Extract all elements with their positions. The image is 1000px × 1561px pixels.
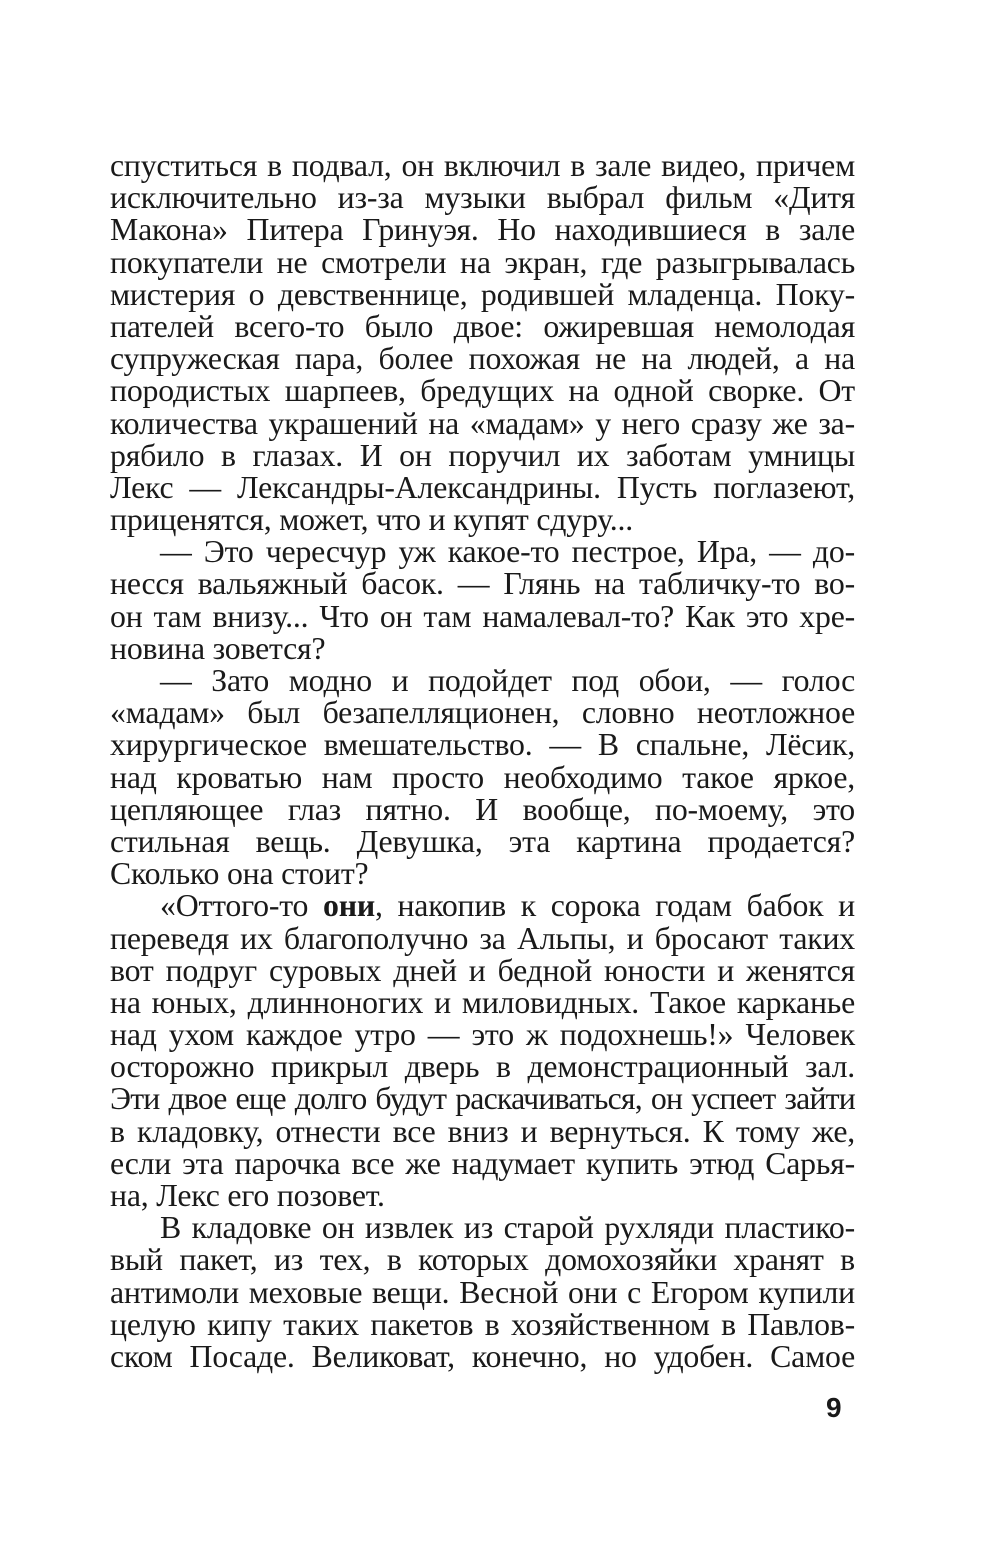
- text-line: вый пакет, из тех, в которых домохозяйки хранят в: [110, 1242, 855, 1278]
- text-line: В кладовке он извлек из старой рухляди пластико-: [160, 1210, 855, 1246]
- text-run: «Оттого-то: [160, 888, 324, 924]
- text-line: Эти двое еще долго будут раскачиваться, он успеет зайти: [110, 1081, 855, 1117]
- text-line: новина зовется?: [110, 630, 326, 666]
- text-line: несся вальяжный басок. — Глянь на табличку-то во-: [110, 566, 855, 602]
- text-line: цепляющее глаз пятно. И вообще, по-моему, это: [110, 791, 855, 827]
- text-line: рябило в глазах. И он поручил их заботам умницы: [110, 437, 855, 473]
- text-line: пателей всего-то было двое: ожиревшая немолодая: [110, 308, 855, 344]
- text-line: антимоли меховые вещи. Весной они с Егором купили: [110, 1274, 855, 1310]
- text-line: [110, 890, 855, 922]
- text-line: супружеская пара, более похожая не на людей, а на: [110, 341, 855, 377]
- text-line: на, Лекс его позовет.: [110, 1178, 385, 1213]
- text-line: ском Посаде. Великоват, конечно, но удобен. Самое: [110, 1338, 855, 1374]
- text-line: переведя их благополучно за Альпы, и бросают таких: [110, 920, 855, 956]
- text-line: хирургическое вмешательство. — В спальне, Лёсик,: [110, 727, 855, 763]
- text-line: целую кипу таких пакетов в хозяйственном в Павлов-: [110, 1306, 855, 1342]
- text-line: Сколько она стоит?: [110, 856, 369, 892]
- text-line: Макона» Питера Гринуэя. Но находившиеся в зале: [110, 212, 855, 248]
- text-line: — Это чересчур уж какое-то пестрое, Ира, — до-: [160, 534, 855, 570]
- text-line: над ухом каждое утро — это ж подохнешь!» Человек: [110, 1017, 855, 1053]
- bold-word: они: [323, 888, 375, 924]
- text-run: , накопив к сорока годам бабок и: [374, 888, 855, 924]
- text-line: породистых шарпеев, бредущих на одной сворке. От: [110, 373, 855, 409]
- text-line: мистерия о девственнице, родившей младенца. Поку-: [110, 276, 855, 312]
- text-line: спуститься в подвал, он включил в зале видео, причем: [110, 148, 855, 183]
- text-line: на юных, длинноногих и миловидных. Такое карканье: [110, 984, 855, 1020]
- text-line: осторожно прикрыл дверь в демонстрационный зал.: [110, 1049, 855, 1085]
- text-line: — Зато модно и подойдет под обои, — голос: [160, 663, 855, 698]
- text-line: исключительно из-за музыки выбрал фильм «Дитя: [110, 180, 855, 216]
- text-line: покупатели не смотрели на экран, где разыгрывалась: [110, 244, 855, 280]
- text-line: в кладовку, отнести все вниз и вернуться. К тому же,: [110, 1113, 855, 1149]
- text-line: если эта парочка все же надумает купить этюд Сарья-: [110, 1145, 855, 1181]
- text-line: приценятся, может, что и купят сдуру...: [110, 502, 634, 538]
- text-line: Лекс — Лександры-Александрины. Пусть поглазеют,: [110, 469, 855, 505]
- page-number: 9: [826, 1392, 842, 1423]
- text-line: количества украшений на «мадам» у него сразу же за-: [110, 405, 855, 441]
- text-line: стильная вещь. Девушка, эта картина продается?: [110, 823, 855, 859]
- text-line: он там внизу... Что он там намалевал-то? Как это хре-: [110, 598, 855, 634]
- text-line: над кроватью нам просто необходимо такое яркое,: [110, 759, 855, 795]
- text-line: «мадам» был безапелляционен, словно неотложное: [110, 695, 855, 731]
- body-text: [110, 150, 855, 1373]
- text-line: вот подруг суровых дней и бедной юности и женятся: [110, 952, 855, 988]
